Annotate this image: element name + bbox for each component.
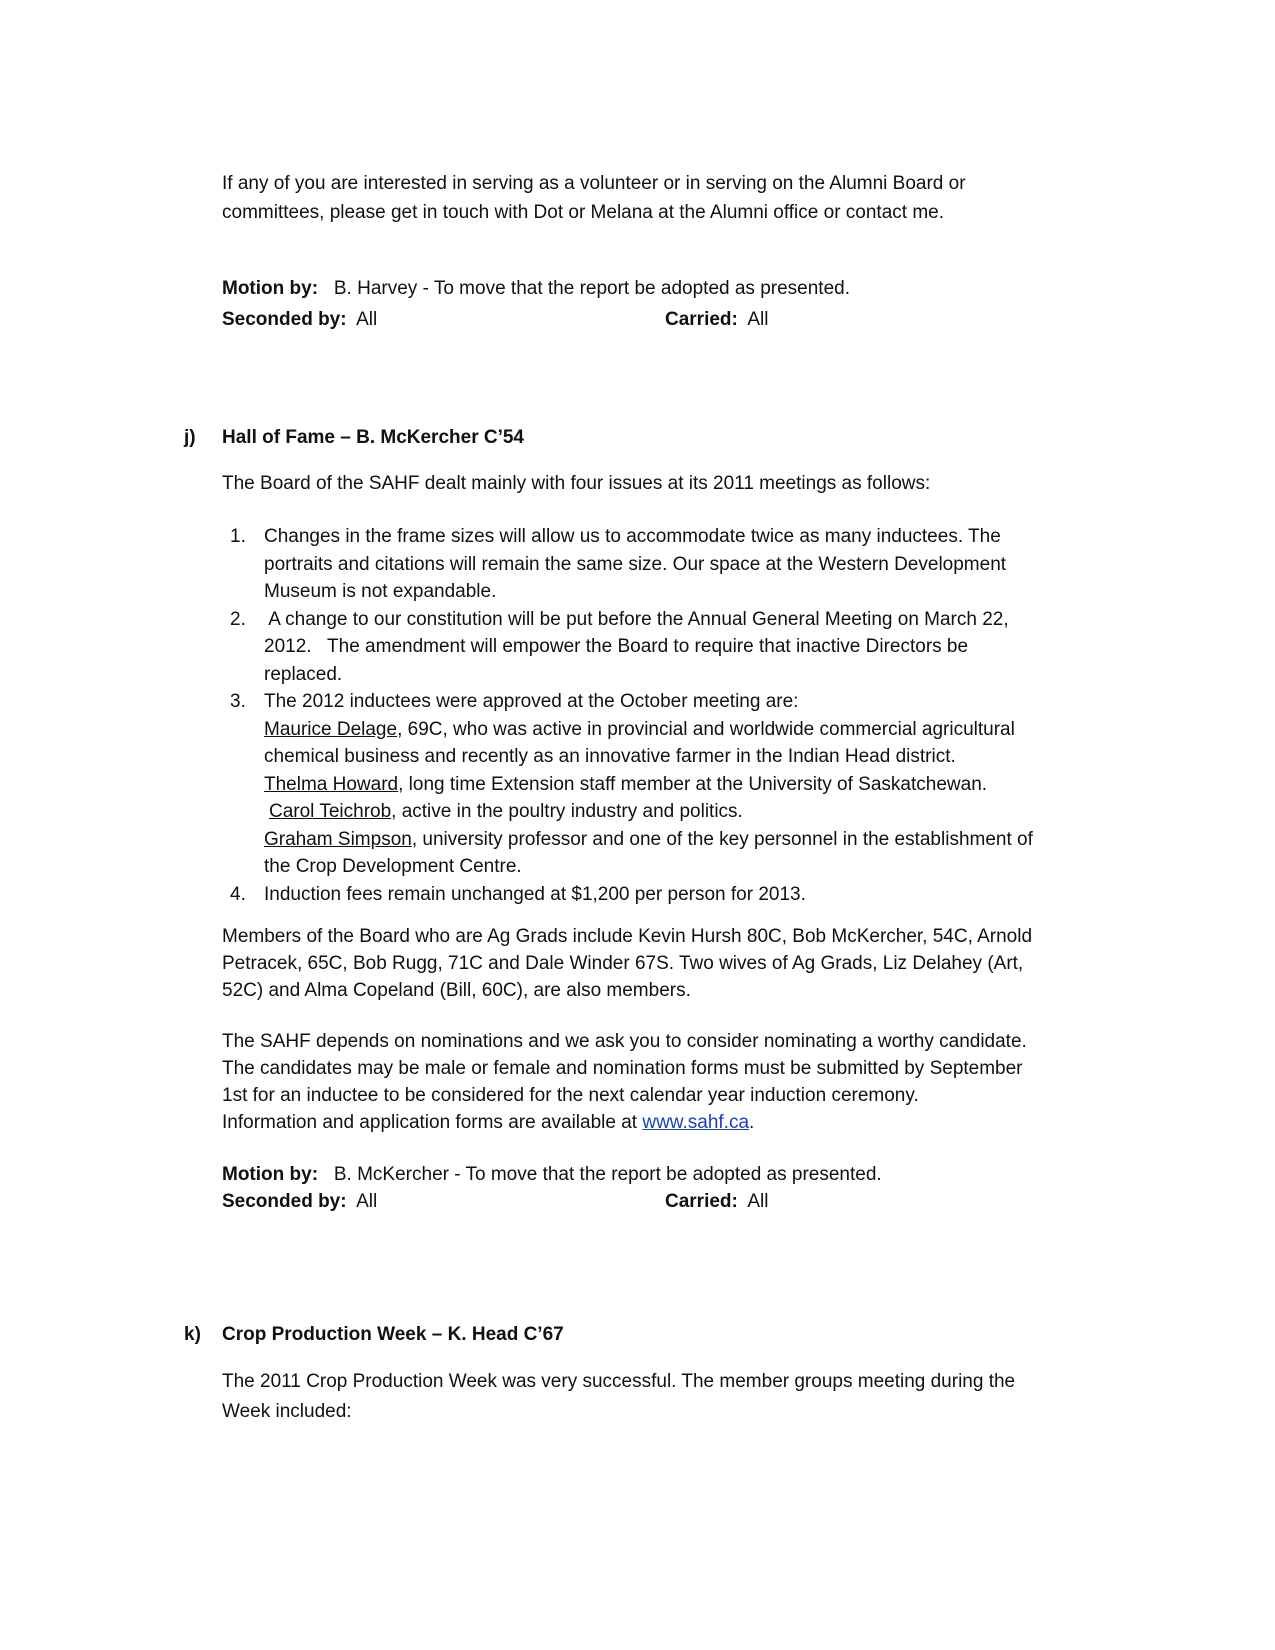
motion-label: Motion by: [222, 1164, 319, 1185]
section-k-title: Crop Production Week – K. Head C’67 [222, 1324, 564, 1345]
paragraph-line: Petracek, 65C, Bob Rugg, 71C and Dale Winder 67S. Two wives of Ag Grads, Liz Delahey (Art, [222, 953, 1024, 974]
motion-text: B. McKercher - To move that the report be adopted as presented. [333, 1164, 882, 1185]
motion-2-result [222, 1188, 1122, 1216]
list-number: 1. [230, 526, 246, 547]
section-k-paragraph [222, 1367, 1122, 1427]
sahf-website-link[interactable]: www.sahf.ca [642, 1112, 750, 1133]
seconded-value: All [356, 1191, 378, 1212]
inductee-name: Graham Simpson [264, 828, 412, 850]
inductee-name: Carol Teichrob [269, 801, 392, 822]
issues-list [222, 523, 1122, 908]
seconded-label: Seconded by: [222, 309, 347, 330]
motion-1-line [222, 275, 1122, 303]
inductee-detail: , long time Extension staff member at the University of Saskatchewan. [398, 773, 988, 795]
inductee-detail: , 69C, who was active in provincial and worldwide commercial agricultural [397, 718, 1015, 740]
carried-group [665, 306, 769, 334]
list-item [222, 881, 1122, 909]
motion-text: B. Harvey - To move that the report be adopted as presented. [333, 278, 850, 299]
list-item [222, 523, 1122, 606]
carried-label: Carried: [665, 1191, 738, 1212]
motion-2-line [222, 1161, 1122, 1189]
motion-1-result [222, 306, 1122, 334]
carried-value: All [747, 1191, 769, 1212]
list-item [222, 688, 1122, 881]
inductee-detail-line: chemical business and recently as an innovative farmer in the Indian Head district. [264, 746, 956, 767]
nominations-paragraph [222, 1028, 1122, 1136]
list-number: 2. [230, 608, 246, 630]
seconded-value: All [356, 309, 378, 330]
paragraph-line: 52C) and Alma Copeland (Bill, 60C), are also members. [222, 980, 691, 1001]
item-line: portraits and citations will remain the same size. Our space at the Western Development [264, 553, 1007, 575]
info-prefix: Information and application forms are available at [222, 1112, 643, 1133]
list-item [222, 606, 1122, 689]
inductee-name: Thelma Howard [264, 773, 399, 795]
section-j-letter: j) [184, 427, 196, 448]
seconded-label: Seconded by: [222, 1191, 347, 1212]
section-k-letter: k) [184, 1324, 201, 1345]
inductee-entry [264, 826, 1122, 854]
paragraph-line: The SAHF depends on nominations and we ask you to consider nominating a worthy candidate. [222, 1031, 1027, 1052]
members-paragraph [222, 923, 1122, 1004]
inductee-entry [264, 798, 1122, 826]
item-line: The 2012 inductees were approved at the October meeting are: [264, 691, 799, 712]
inductee-detail-line: the Crop Development Centre. [264, 856, 522, 877]
section-j-intro: The Board of the SAHF dealt mainly with four issues at its 2011 meetings as follows: [222, 473, 931, 494]
item-line: Changes in the frame sizes will allow us to accommodate twice as many inductees. The [264, 526, 1001, 547]
intro-paragraph [222, 169, 1122, 227]
list-number: 4. [230, 883, 246, 905]
carried-group [665, 1188, 769, 1216]
paragraph-line [222, 1109, 1122, 1136]
paragraph-line: Members of the Board who are Ag Grads include Kevin Hursh 80C, Bob McKercher, 54C, Arnold [222, 926, 1033, 947]
carried-value: All [747, 309, 769, 330]
paragraph-line: 1st for an inductee to be considered for the next calendar year induction ceremony. [222, 1085, 919, 1106]
paragraph-line: The candidates may be male or female and nomination forms must be submitted by September [222, 1058, 1023, 1079]
section-j-title: Hall of Fame – B. McKercher C’54 [222, 427, 524, 448]
item-line: Induction fees remain unchanged at $1,200 per person for 2013. [264, 883, 806, 905]
item-line: replaced. [264, 663, 343, 685]
item-line: A change to our constitution will be put before the Annual General Meeting on March 22, [264, 608, 1009, 630]
paragraph-line: Week included: [222, 1401, 352, 1422]
paragraph-line: The 2011 Crop Production Week was very successful. The member groups meeting during the [222, 1371, 1016, 1392]
list-number: 3. [230, 691, 246, 712]
inductee-entry [264, 771, 1122, 799]
intro-line: committees, please get in touch with Dot or Melana at the Alumni office or contact me. [222, 202, 945, 223]
inductee-entry [264, 716, 1122, 744]
inductee-name: Maurice Delage [264, 718, 398, 740]
inductee-detail: , university professor and one of the key personnel in the establishment of [411, 828, 1033, 850]
item-line: Museum is not expandable. [264, 581, 497, 602]
motion-label: Motion by: [222, 278, 319, 299]
carried-label: Carried: [665, 309, 738, 330]
intro-line: If any of you are interested in serving as a volunteer or in serving on the Alumni Board or [222, 173, 966, 194]
inductee-detail: , active in the poultry industry and politics. [391, 801, 743, 822]
item-line: 2012. The amendment will empower the Board to require that inactive Directors be [264, 636, 969, 657]
info-suffix: . [749, 1112, 755, 1133]
